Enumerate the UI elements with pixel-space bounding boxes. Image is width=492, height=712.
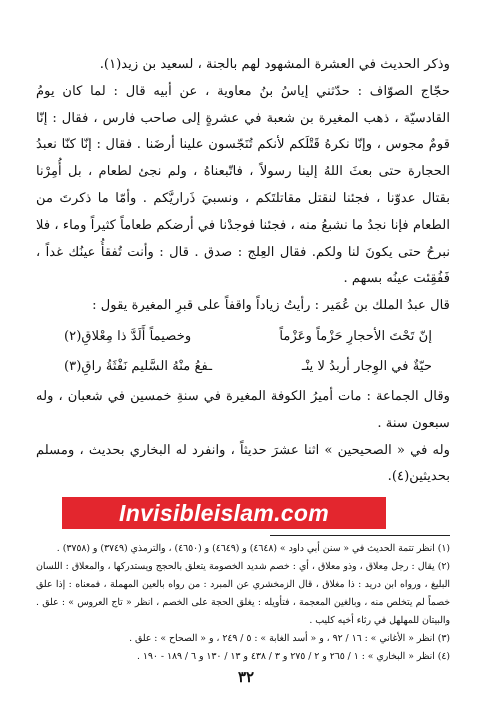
footnote-divider <box>270 535 450 536</box>
main-text <box>36 52 450 320</box>
verse-line <box>36 322 450 352</box>
footnote-1: (١) انظر تتمة الحديث في « سنن أبي داود » (٤٦٤٨) و (٤٦٤٩) و (٤٦٥٠) ، والترمذي (٣٧٤٩) و (٣٧٥٨) . <box>56 543 450 555</box>
footnote-2: (٢) يقال : رجل مِعلاق ، وذو معلاق ، أي : خصم شديد الخصومة يتعلق بالحجج ويستدركها ، والمعلاق : اللسان البليغ ، ورواه ابن دريد : ذا مغلاق ، قال الزمخشري عن المبرد : من رواه بالعين المهملة ، فمعناه : إذا علق خصماً لم يتخلص منه ، وبالغين المعجمة ، فتأويله : يغلق الحجة على الخصم ، انظر « تاج العروس » : علق . والبيتان للمهلهل في رثاء أخيه كليب . <box>36 561 450 627</box>
verse-hemistich-left: وخصيماً أَلَدَّ ذا مِعْلاقِ(٢) <box>64 328 192 344</box>
poem-verses <box>36 322 450 382</box>
footnote-3: (٣) انظر « الأغاني » : ١٦ / ٩٢ ، و « أسد الغابة » : ٥ / ٢٤٩ ، و « الصحاح » : علق . <box>129 633 450 645</box>
paragraph-said-bin-zaid: وذكر الحديث في العشرة المشهود لهم بالجنة ، لسعيد بن زيد(١). <box>99 57 450 72</box>
watermark-text: Invisibleislam.com <box>119 499 329 526</box>
paragraph-abdulmalik: قال عبدُ الملك بن عُمَير : رأيتُ زياداً واقفاً على قبرِ المغيرة يقول : <box>92 298 450 314</box>
watermark-banner <box>62 497 386 529</box>
footnote-4: (٤) انظر « البخاري » : ١ / ٢٦٥ و ٢ / ٢٧٥ و ٣ / ٤٣٨ و ١٣ / ١٣٠ و ٦ / ١٨٩ - ١٩٠ . <box>136 651 450 663</box>
verse-hemistich-left: ـفعُ منْهُ السَّليم نَفْثَةُ راقِ(٣) <box>64 358 213 374</box>
verse-line <box>36 352 450 382</box>
paragraph-qadisiyya-story: حجّاج الصوّاف : حدّثني إياسُ بنُ معاوية ، عن أبيه قال : لما كان يومُ القادسيّة ، ذهب المغيرة بن شعبة في عشرةٍ إلى صاحب فارس ، فقال : إنّا قومٌ مجوس ، وإنّا نكرهُ قَتْلَكم لأنكم تُنَجّسون علينا أرضَنا . فقال : إنّا كنّا نعبدُ الحجارة حتى بعثَ اللهُ إلينا رسولاً ، فاتّبعناهُ ، ولم نجئ لطعام ، بل أُمِرْنا بقتال عدوّنا ، فجئنا لنقتل مقاتلتَكم ، ونسبيَ ذَراريَّكم . وأمّا ما ذكرتَ من الطعام فإنا نجدُ ما نشبعُ منه ، فجئنا فوجدْنا في أرضكم طعاماً كثيراً وماء ، فلا نبرحُ حتى يكونَ لنا ولكم. فقال العِلج : صدق . قال : وأنت تُفقأُ عينُك غداً ، فَفُقِئت عينُه بسهم . <box>36 83 450 287</box>
paragraph-sahihain: وله في « الصحيحين » اثنا عشرَ حديثاً ، وانفرد له البخاري بحديث ، ومسلم بحديثين(٤). <box>36 442 450 485</box>
footnotes <box>36 540 450 666</box>
verse-hemistich-right: إنّ تَحْتَ الأحجارِ حَزْماً وعَزْماً <box>279 328 432 344</box>
paragraph-death-date: وقال الجماعة : مات أميرُ الكوفة المغيرة في سنةِ خمسين في شعبان ، وله سبعون سنة . <box>36 388 450 431</box>
main-text-continued <box>36 384 450 491</box>
verse-hemistich-right: حيّةٌ في الوِجار أربدُ لا ينْـ <box>301 358 432 374</box>
page-number: ٣٢ <box>237 668 255 686</box>
